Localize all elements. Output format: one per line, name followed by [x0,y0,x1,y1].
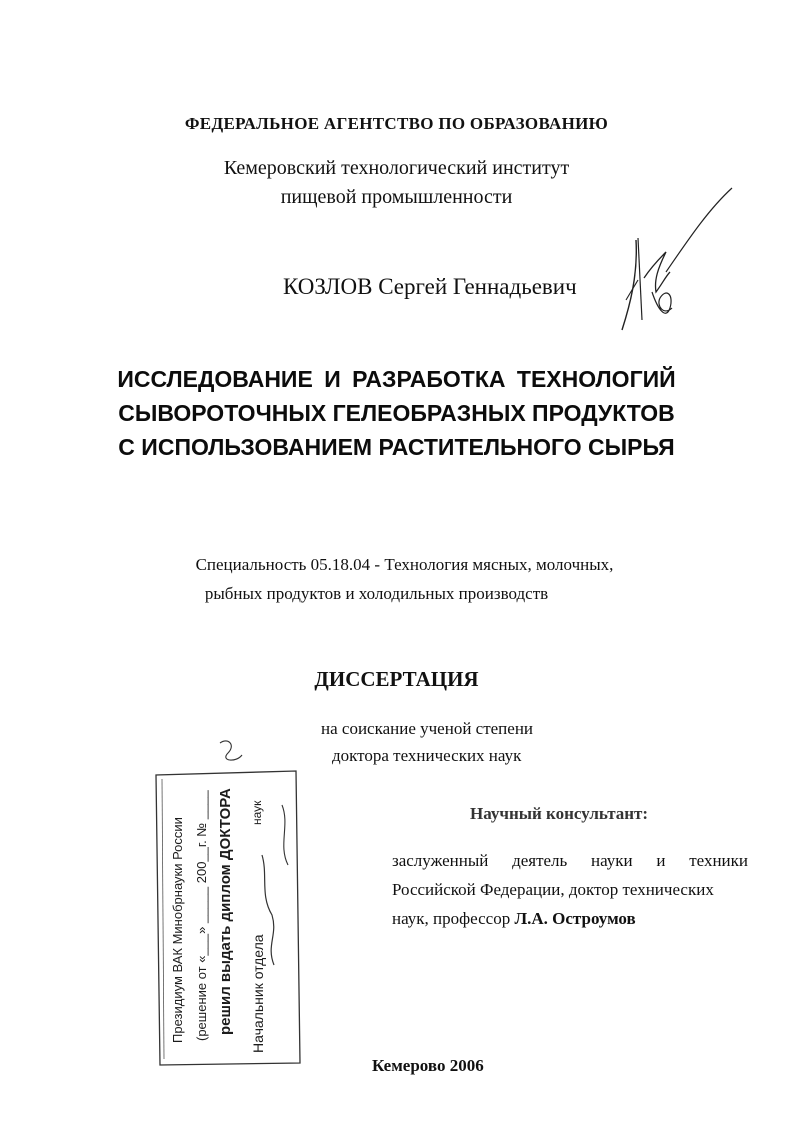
vak-stamp [150,735,310,1070]
stamp-line-1: Президиум ВАК Минобрнауки России [170,817,185,1043]
author-name: КОЗЛОВ Сергей Геннадьевич [283,274,577,299]
institute-name-line1: Кемеровский технологический институт [223,157,570,179]
title-line-1: ИССЛЕДОВАНИЕ И РАЗРАБОТКА ТЕХНОЛОГИЙ [117,366,676,392]
consultant-line-1: заслуженный деятель науки и техники [392,851,748,870]
title-line-2: СЫВОРОТОЧНЫХ ГЕЛЕОБРАЗНЫХ ПРОДУКТОВ [118,400,675,426]
consultant-line-3 [392,904,748,933]
title-line-3: С ИСПОЛЬЗОВАНИЕМ РАСТИТЕЛЬНОГО СЫРЬЯ [118,434,675,460]
stamp-line-5: Начальник отдела [250,934,266,1053]
degree-line-1: на соискание ученой степени [321,719,534,738]
author-signature-image [608,180,738,340]
stamp-line-3: решил выдать диплом ДОКТОРА [217,788,234,1035]
stamp-line-4: наук [250,800,264,825]
consultant-label: Научный консультант: [470,804,649,823]
consultant-line-2: Российской Федерации, доктор технических [392,880,714,899]
degree-line-2: доктора технических наук [332,746,522,765]
stamp-line-2: (решение от «___» _____ 200__г. № ____ [194,790,209,1041]
document-type: ДИССЕРТАЦИЯ [314,667,479,691]
city-year: Кемерово 2006 [372,1056,484,1075]
specialty-line-1: Специальность 05.18.04 - Технология мясных, молочных, [195,555,614,574]
consultant-name: Л.А. Остроумов [514,909,636,928]
agency-header: ФЕДЕРАЛЬНОЕ АГЕНТСТВО ПО ОБРАЗОВАНИЮ [184,114,609,133]
specialty-line-2: рыбных продуктов и холодильных производств [204,584,549,603]
institute-name-line2: пищевой промышленности [280,186,513,208]
consultant-title: наук, профессор [392,909,511,928]
